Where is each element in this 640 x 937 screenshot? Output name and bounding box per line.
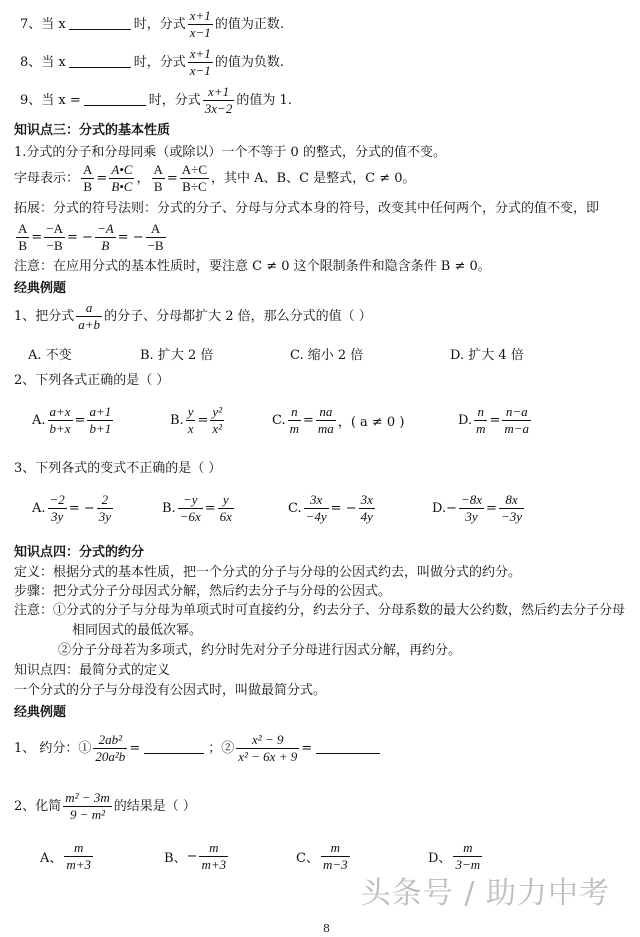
ex1-q3-option-a: A. $\frac{-2}{3y}$ = − $\frac{2}{3y}$	[32, 492, 112, 524]
ex1-title: 经典例题	[14, 281, 67, 296]
ex2-q1-fraction-1: $\frac{\text{2ab²}}{\text{20a²b}}$	[95, 731, 126, 764]
ex1-q1-pre: 1、把分式	[14, 308, 75, 324]
q8-blank	[69, 56, 131, 68]
q8-post: 的值为负数.	[214, 54, 284, 70]
ex2-title: 经典例题	[14, 705, 67, 720]
ex1-q1-post: 的分子、分母都扩大 2 倍，那么分式的值（ ）	[104, 308, 372, 324]
ex1-q2-option-c: C. $\frac{n}{m}$ = $\frac{na}{ma}$ ，( a ≠ 0 )	[272, 404, 405, 436]
ex1-q1-option-a: A. 不变	[28, 348, 72, 363]
k3-f2-right: $\frac{A\div C}{B\div C}$	[181, 161, 207, 194]
k3-sign-rule: $\frac{A}{B}$ = $\frac{-A}{-B}$ = − $\frac{-A}{B}$ = − $\frac{A}{-B}$	[18, 220, 164, 253]
ex2-q1-fraction-2: $\frac{\text{x² − 9}}{\text{x² − 6x + 9}}$	[238, 731, 298, 764]
q7-pre: 7、当 x	[20, 16, 66, 32]
ex2-q2-pre: 2、化简	[14, 798, 62, 814]
question-9	[20, 82, 292, 118]
ex1-q2-title: 2、下列各式正确的是（ ）	[14, 373, 170, 388]
ex2-q2-option-b: B、 − $\frac{m}{m+3}$	[164, 840, 227, 872]
q7-fraction: $\frac{x+1}{x-1}$	[189, 7, 211, 40]
k3-note: 注意：在应用分式的基本性质时，要注意 C ≠ 0 这个限制条件和隐含条件 B ≠ 0。	[14, 259, 491, 274]
ex1-q2-option-d: D. $\frac{n}{m}$ = $\frac{n-a}{m-a}$	[458, 404, 530, 436]
ex2-q1-blank-1	[144, 742, 204, 754]
k3-title: 知识点三：分式的基本性质	[14, 123, 171, 138]
k4b-definition: 一个分式的分子与分母没有公因式时，叫做最简分式。	[14, 683, 327, 698]
k3-letters-label: 字母表示：	[14, 170, 80, 186]
q7-blank	[69, 18, 131, 30]
q7-post: 的值为正数.	[214, 16, 284, 32]
ex2-q2-option-c: C、 $\frac{m}{m-3}$	[296, 840, 348, 872]
question-8	[20, 44, 284, 80]
ex2-q2-option-d: D、 $\frac{m}{3-m}$	[428, 840, 481, 872]
q8-fraction: $\frac{x+1}{x-1}$	[189, 45, 211, 78]
k3-f1-left: $\frac{A}{B}$	[83, 161, 93, 194]
ex1-q3-option-b: B. $\frac{-y}{-6x}$ = $\frac{y}{6x}$	[162, 492, 232, 524]
ex1-q1-option-b: B. 扩大 2 倍	[140, 348, 214, 363]
k3-letters-tail: ，其中 A、B、C 是整式，C ≠ 0。	[211, 170, 416, 186]
ex2-q1-pre: 1、 约分：①	[14, 740, 92, 756]
k4-definition: 定义：根据分式的基本性质，把一个分式的分子与分母的公因式约去，叫做分式的约分。	[14, 565, 522, 580]
q9-mid: 时，分式	[148, 92, 201, 108]
ex1-q3-option-d: D. − $\frac{-8x}{3y}$ = $\frac{8x}{-3y}$	[432, 492, 522, 524]
k3-s2: $\frac{-A}{-B}$	[46, 220, 64, 253]
ex2-q2-option-a: A、 $\frac{m}{m+3}$	[40, 840, 92, 872]
k4-note-2: ②分子分母若为多项式，约分时先对分子分母进行因式分解，再约分。	[58, 643, 462, 658]
ex2-q2-post: 的结果是（ ）	[113, 798, 196, 814]
q9-blank	[84, 94, 146, 106]
ex2-q2	[14, 786, 196, 826]
k3-extension: 拓展：分式的符号法则：分式的分子、分母与分式本身的符号，改变其中任何两个，分式的值不变，即	[14, 201, 600, 216]
q9-pre: 9、当 x =	[20, 92, 81, 108]
k3-f1-right: $\frac{A•C}{B•C}$	[111, 161, 133, 194]
k3-f2-left: $\frac{A}{B}$	[153, 161, 163, 194]
k4-note-1: 注意：①分式的分子与分母为单项式时可直接约分，约去分子、分母系数的最大公约数，然后约去分子分母	[14, 603, 626, 618]
k4-steps: 步骤：把分式分子分母因式分解，然后约去分子与分母的公因式。	[14, 584, 392, 599]
q7-mid: 时，分式	[133, 16, 186, 32]
ex1-q1-option-c: C. 缩小 2 倍	[290, 348, 364, 363]
k3-s3: $\frac{-A}{B}$	[96, 220, 114, 253]
watermark: 头条号 / 助力中考	[360, 876, 610, 911]
ex1-q2-option-b: B. $\frac{y}{x}$ = $\frac{\text{y²}}{\text{x²}}$	[170, 404, 223, 436]
q9-fraction: $\frac{x+1}{3x-2}$	[204, 83, 233, 116]
ex1-q3-option-c: C. $\frac{3x}{-4y}$ = − $\frac{3x}{4y}$	[288, 492, 373, 524]
ex2-q1-blank-2	[316, 742, 380, 754]
ex1-q1-fraction: $\frac{a}{a+b}$	[78, 299, 101, 332]
ex1-q1	[14, 298, 372, 334]
k3-s4: $\frac{A}{-B}$	[147, 220, 164, 253]
q8-pre: 8、当 x	[20, 54, 66, 70]
k4-title: 知识点四：分式的约分	[14, 545, 145, 560]
ex2-q2-fraction: $\frac{\text{m² − 3m}}{\text{9 − m²}}$	[65, 789, 110, 822]
k4b-title: 知识点四：最简分式的定义	[14, 663, 171, 678]
ex2-q1: 1、 约分：① $\frac{\text{2ab²}}{\text{20a²b}}$ = ；② $\frac{\text{x² − 9}}{\text{x² − 6x + 9}}$ =	[14, 728, 384, 768]
k3-rule: 1.分式的分子和分母同乘（或除以）一个不等于 0 的整式，分式的值不变。	[14, 145, 446, 160]
k3-letters: 字母表示： $\frac{A}{B}$ = $\frac{A•C}{B•C}$ ， $\frac{A}{B}$ = $\frac{A\div C}{B\div C}$ ，其中 A、B、C 是整式，C ≠ 0。	[14, 161, 416, 194]
k4-note-1b: 相同因式的最低次幂。	[72, 623, 203, 638]
question-7	[20, 6, 284, 42]
q8-mid: 时，分式	[133, 54, 186, 70]
ex2-q1-mid: ；②	[208, 740, 235, 756]
k3-s1: $\frac{A}{B}$	[18, 220, 28, 253]
q9-post: 的值为 1.	[236, 92, 292, 108]
ex1-q1-option-d: D. 扩大 4 倍	[450, 348, 524, 363]
ex1-q2-option-a: A. $\frac{a+x}{b+x}$ = $\frac{a+1}{b+1}$	[32, 404, 112, 436]
ex1-q3-title: 3、下列各式的变式不正确的是（ ）	[14, 461, 222, 476]
page-number: 8	[323, 922, 330, 935]
